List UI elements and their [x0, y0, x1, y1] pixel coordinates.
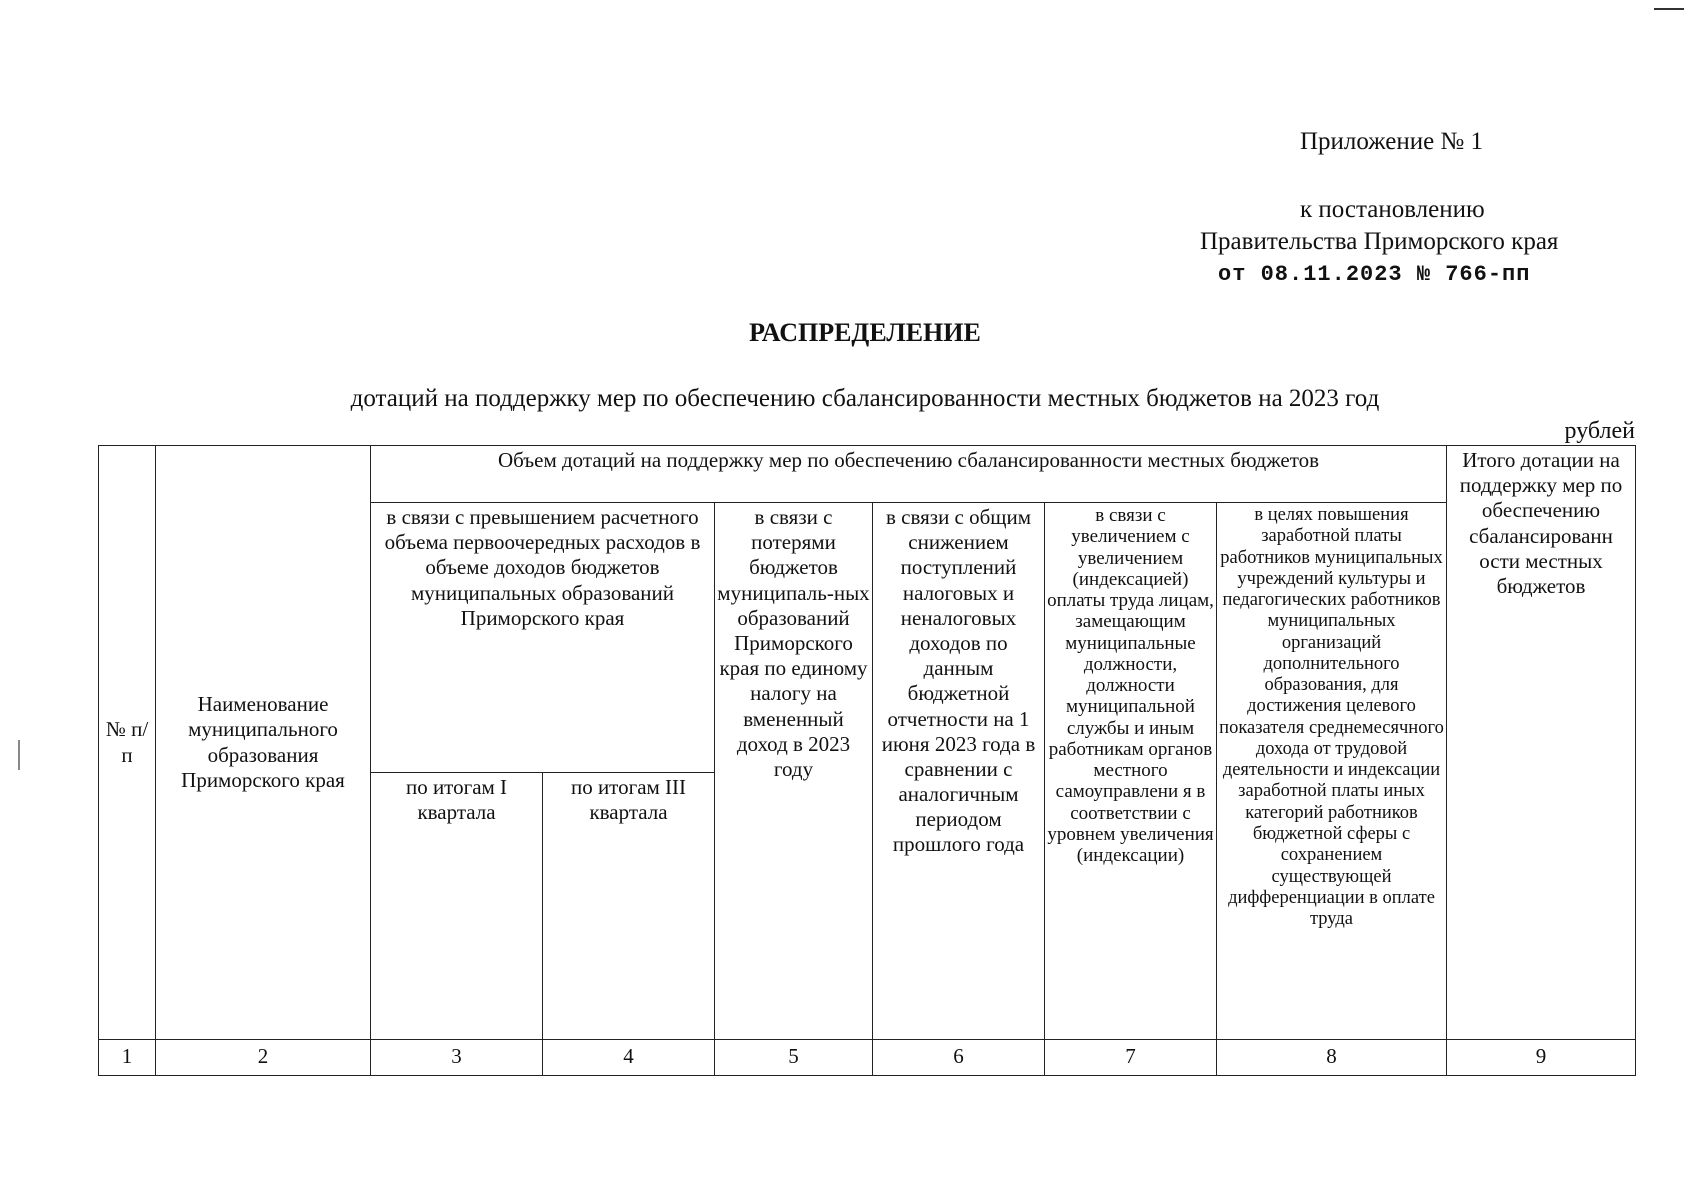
column-number: 1 [99, 1040, 156, 1076]
document-title: РАСПРЕДЕЛЕНИЕ [749, 318, 981, 347]
header-dotation-volume: Объем дотаций на поддержку мер по обеспечению сбалансированности местных бюджетов [371, 446, 1447, 503]
document-subtitle: дотаций на поддержку мер по обеспечению сбалансированности местных бюджетов на 2023 год [350, 385, 1380, 412]
column-number: 4 [543, 1040, 715, 1076]
header-salary-indexation: в связи с увеличением с увеличением (индексацией) оплаты труда лицам, замещающим муниципальные должности, должности муниципальной службы и иным работникам органов местного самоуправлени я в соответствии с уровнем увеличения (индексации) [1045, 503, 1217, 1040]
resolution-reference: к постановлению [1300, 196, 1485, 223]
column-number: 7 [1045, 1040, 1217, 1076]
scan-edge-mark [18, 740, 20, 770]
column-number: 8 [1217, 1040, 1447, 1076]
resolution-date-number: от 08.11.2023 № 766-пп [1218, 262, 1531, 287]
header-total: Итого дотации на поддержку мер по обеспечению сбалансированн ости местных бюджетов [1447, 446, 1636, 1040]
column-number: 9 [1447, 1040, 1636, 1076]
header-salary-increase: в целях повышения заработной платы работников муниципальных учреждений культуры и педагогических работников муниципальных организаций дополнительного образования, для достижения целевого показателя среднемесячного дохода от трудовой деятельности и индексации заработной платы иных категорий работников бюджетной сферы с сохранением существующей дифференциации в оплате труда [1217, 503, 1447, 1040]
column-number: 6 [873, 1040, 1045, 1076]
header-excess-expenses: в связи с превышением расчетного объема первоочередных расходов в объеме доходов бюджетов муниципальных образований Приморского края [371, 503, 715, 773]
header-no: № п/п [99, 446, 156, 1040]
column-number: 3 [371, 1040, 543, 1076]
table-header-row [99, 446, 1636, 503]
column-number: 5 [715, 1040, 873, 1076]
header-q1: по итогам I квартала [371, 773, 543, 1040]
header-q3: по итогам III квартала [543, 773, 715, 1040]
scan-edge-mark [1654, 8, 1684, 10]
header-revenue-decrease: в связи с общим снижением поступлений налоговых и неналоговых доходов по данным бюджетной отчетности на 1 июня 2023 года в сравнении с аналогичным периодом прошлого года [873, 503, 1045, 1040]
dotations-table [98, 445, 1636, 1076]
header-tax-losses: в связи с потерями бюджетов муниципаль-ных образований Приморского края по единому налогу на вмененный доход в 2023 году [715, 503, 873, 1040]
table-column-numbers-row [99, 1040, 1636, 1076]
units-label: рублей [1564, 418, 1635, 444]
header-municipality-name: Наименование муниципального образования Приморского края [156, 446, 371, 1040]
appendix-label: Приложение № 1 [1300, 128, 1484, 155]
government-name: Правительства Приморского края [1200, 228, 1559, 255]
column-number: 2 [156, 1040, 371, 1076]
